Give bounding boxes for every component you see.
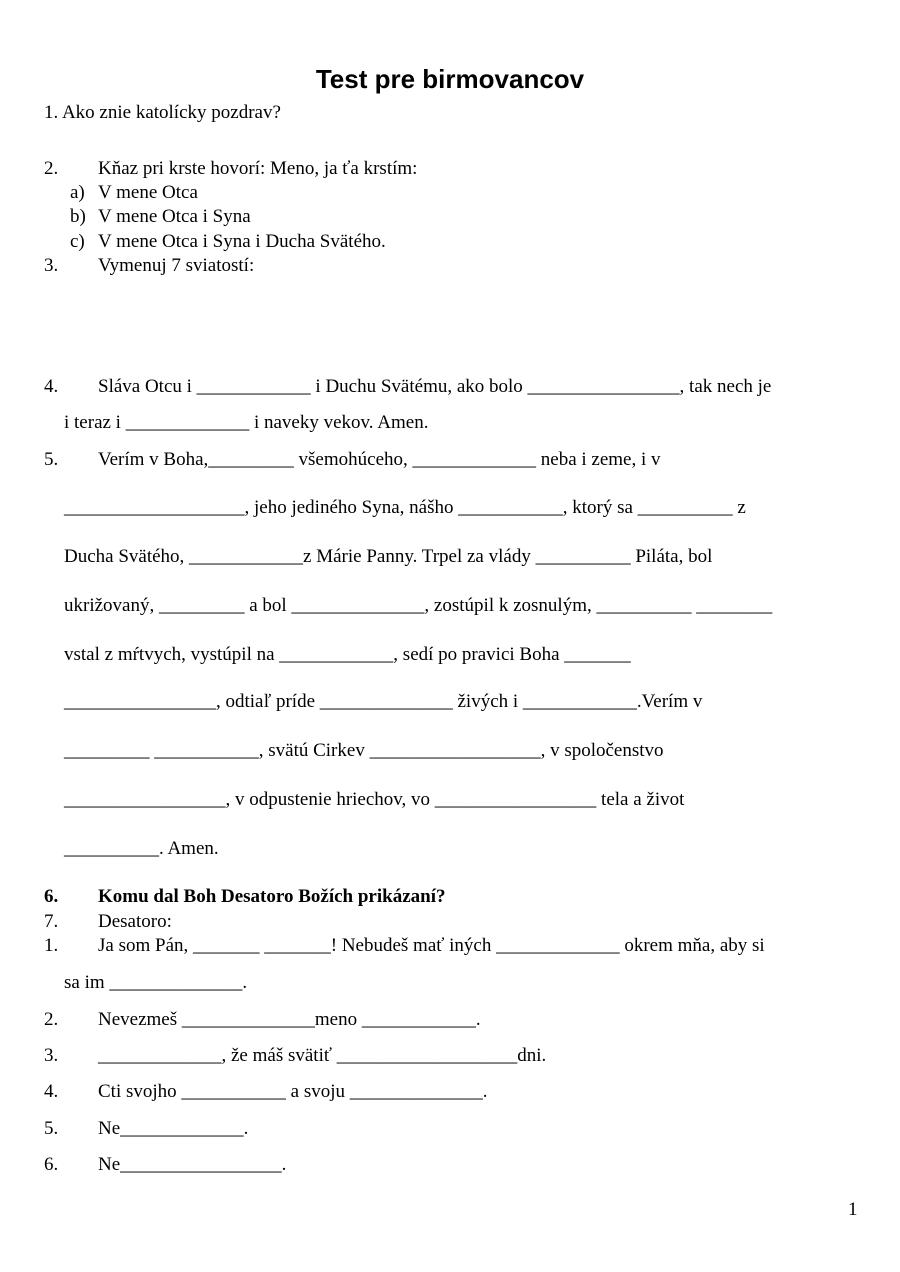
question-4-line: Sláva Otcu i ____________ i Duchu Svätému, ako bolo ________________, tak nech je	[98, 376, 772, 397]
commandment-line: Ne_____________.	[98, 1118, 249, 1139]
option-text: V mene Otca i Syna i Ducha Svätého.	[98, 231, 386, 252]
question-4-number: 4.	[44, 376, 59, 397]
question-3-text: Vymenuj 7 sviatostí:	[98, 255, 255, 276]
question-4-line: i teraz i _____________ i naveky vekov. Amen.	[64, 412, 429, 433]
commandment-line: Cti svojho ___________ a svoju ______________.	[98, 1081, 488, 1102]
creed-line: __________. Amen.	[64, 838, 219, 859]
commandment-number: 3.	[44, 1045, 59, 1066]
question-3-number: 3.	[44, 255, 59, 276]
creed-line: ________________, odtiaľ príde ______________ živých i ____________.Verím v	[64, 691, 703, 712]
commandment-line: Ne_________________.	[98, 1154, 287, 1175]
option-text: V mene Otca i Syna	[98, 206, 251, 227]
question-7-number: 7.	[44, 911, 59, 932]
question-6-text: Komu dal Boh Desatoro Božích prikázaní?	[98, 886, 446, 907]
creed-line: _________ ___________, svätú Cirkev __________________, v spoločenstvo	[64, 740, 664, 761]
commandment-line: sa im ______________.	[64, 972, 248, 993]
question-6-number: 6.	[44, 886, 59, 907]
page-title: Test pre birmovancov	[315, 64, 585, 94]
question-2-text: Kňaz pri krste hovorí: Meno, ja ťa krstím:	[98, 158, 418, 179]
page-number: 1	[848, 1199, 858, 1220]
question-1: 1. Ako znie katolícky pozdrav?	[44, 102, 281, 123]
creed-line: _________________, v odpustenie hriechov, vo _________________ tela a život	[64, 789, 685, 810]
question-5-number: 5.	[44, 449, 59, 470]
creed-line: Verím v Boha,_________ všemohúceho, _____________ neba i zeme, i v	[98, 449, 661, 470]
creed-line: Ducha Svätého, ____________z Márie Panny. Trpel za vlády __________ Piláta, bol	[64, 546, 713, 567]
option-label: b)	[70, 206, 86, 227]
option-label: c)	[70, 231, 85, 252]
creed-line: ukrižovaný, _________ a bol ______________, zostúpil k zosnulým, __________ ________	[64, 595, 773, 616]
question-7-text: Desatoro:	[98, 911, 172, 932]
commandment-number: 5.	[44, 1118, 59, 1139]
option-label: a)	[70, 182, 85, 203]
commandment-line: Nevezmeš ______________meno ____________.	[98, 1009, 481, 1030]
creed-line: ___________________, jeho jediného Syna, nášho ___________, ktorý sa __________ z	[64, 497, 746, 518]
commandment-line: Ja som Pán, _______ _______! Nebudeš mať iných _____________ okrem mňa, aby si	[98, 935, 765, 956]
commandment-number: 2.	[44, 1009, 59, 1030]
commandment-line: _____________, že máš svätiť ___________________dni.	[98, 1045, 547, 1066]
option-text: V mene Otca	[98, 182, 198, 203]
question-2-number: 2.	[44, 158, 59, 179]
commandment-number: 6.	[44, 1154, 59, 1175]
creed-line: vstal z mŕtvych, vystúpil na ____________, sedí po pravici Boha _______	[64, 644, 631, 665]
commandment-number: 4.	[44, 1081, 59, 1102]
commandment-number: 1.	[44, 935, 59, 956]
